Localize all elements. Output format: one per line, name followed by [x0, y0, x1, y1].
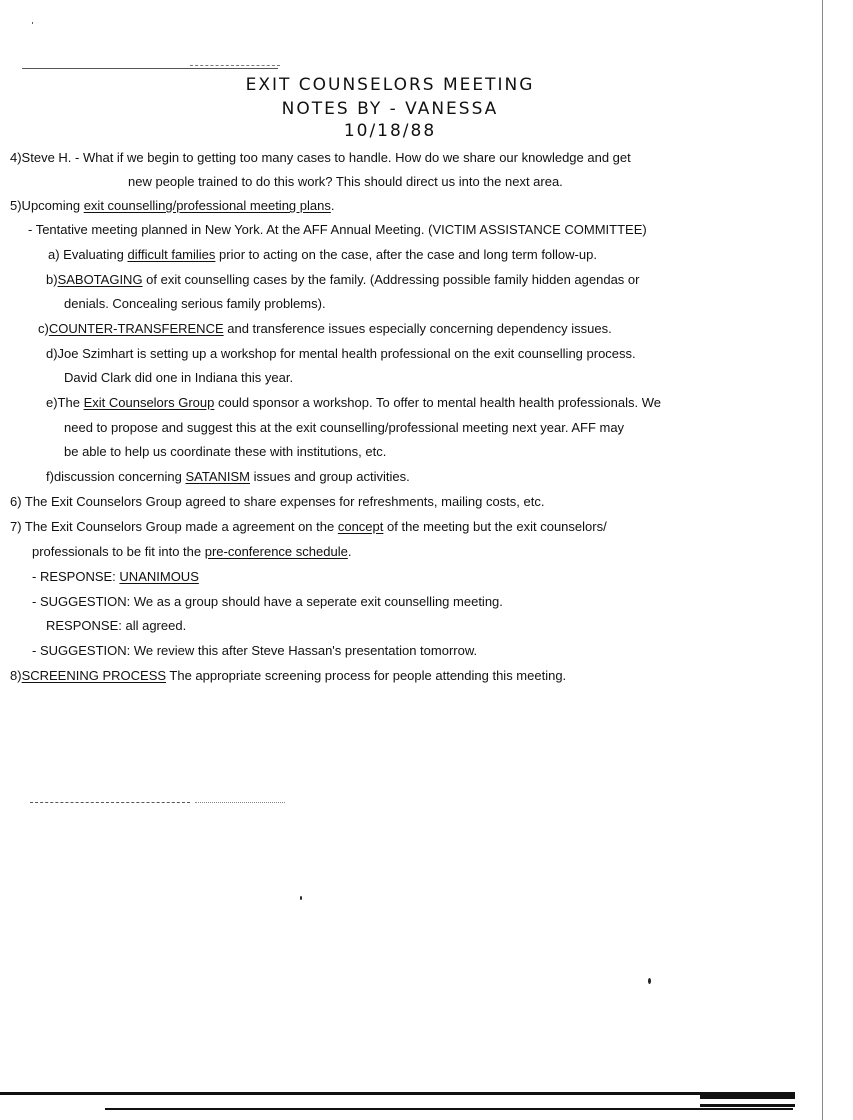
note-line: - SUGGESTION: We as a group should have a seperate exit counselling meeting.: [32, 594, 503, 609]
note-line: 4)Steve H. - What if we begin to getting too many cases to handle. How do we share our knowledge and get: [10, 150, 631, 165]
page-edge-line: [822, 0, 823, 1120]
note-text: of exit counselling cases by the family. (Addressing possible family hidden agendas or: [142, 272, 640, 287]
note-line: RESPONSE: all agreed.: [46, 618, 187, 633]
bottom-rule: [105, 1108, 793, 1110]
note-text: f)discussion concerning: [46, 469, 186, 484]
document-title: EXIT COUNSELORS MEETING: [245, 75, 535, 95]
scan-artifact-rule: [30, 802, 190, 803]
note-underlined: Exit Counselors Group: [83, 395, 215, 410]
note-line: be able to help us coordinate these with institutions, etc.: [64, 444, 387, 459]
note-text: The appropriate screening process for people attending this meeting.: [166, 668, 567, 683]
note-line: [46, 469, 410, 485]
note-text: and transference issues especially concerning dependency issues.: [223, 321, 612, 336]
note-line: [46, 395, 661, 411]
note-text: 5)Upcoming: [10, 198, 84, 213]
note-underlined: COUNTER-TRANSFERENCE: [48, 321, 224, 336]
note-text: professionals to be fit into the: [32, 544, 205, 559]
bottom-rule-thick: [700, 1104, 795, 1107]
document-subtitle: NOTES BY - VANESSA: [281, 99, 499, 119]
note-line: [46, 272, 639, 288]
note-line: [10, 668, 566, 684]
scan-speck: [300, 896, 302, 900]
scan-speck: [648, 978, 651, 984]
note-text: could sponsor a workshop. To offer to mental health health professionals. We: [214, 395, 661, 410]
document-date: 10/18/88: [343, 121, 437, 141]
note-line: need to propose and suggest this at the exit counselling/professional meeting next year. AFF may: [64, 420, 625, 435]
scan-artifact-rule: [195, 802, 285, 803]
note-underlined: difficult families: [127, 247, 216, 262]
note-line: [32, 544, 351, 560]
note-text: issues and group activities.: [250, 469, 410, 484]
header-rule-dashed: [190, 65, 280, 66]
scan-speck: [32, 22, 33, 24]
note-line: [48, 247, 597, 263]
note-line: [38, 321, 612, 337]
note-text: b): [46, 272, 58, 287]
note-text: 8): [10, 668, 22, 683]
note-line: d)Joe Szimhart is setting up a workshop for mental health professional on the exit counselling process.: [46, 346, 636, 361]
note-underlined: UNANIMOUS: [119, 569, 199, 584]
bottom-rule: [0, 1092, 795, 1095]
note-text: prior to acting on the case, after the case and long term follow-up.: [215, 247, 597, 262]
note-text: 7) The Exit Counselors Group made a agreement on the: [10, 519, 338, 534]
note-underlined: SATANISM: [185, 469, 250, 484]
note-text: e)The: [46, 395, 84, 410]
bottom-rule-thick: [700, 1095, 795, 1099]
note-line: - Tentative meeting planned in New York. At the AFF Annual Meeting. (VICTIM ASSISTANCE COMMITTEE): [28, 222, 647, 237]
note-line: David Clark did one in Indiana this year.: [64, 370, 294, 385]
note-line: - SUGGESTION: We review this after Steve Hassan's presentation tomorrow.: [32, 643, 478, 658]
note-underlined: SABOTAGING: [57, 272, 143, 287]
note-text: of the meeting but the exit counselors/: [383, 519, 607, 534]
note-underlined: SCREENING PROCESS: [21, 668, 167, 683]
note-line: [10, 198, 334, 214]
note-text: .: [347, 544, 352, 559]
note-underlined: pre-conference schedule: [204, 544, 348, 559]
note-text: a) Evaluating: [48, 247, 128, 262]
note-text: .: [330, 198, 335, 213]
note-underlined: exit counselling/professional meeting plans: [83, 198, 331, 213]
note-line: denials. Concealing serious family problems).: [64, 296, 326, 311]
note-line: [32, 569, 199, 585]
note-line: new people trained to do this work? This should direct us into the next area.: [128, 174, 563, 189]
note-underlined: concept: [337, 519, 384, 534]
note-text: c): [38, 321, 49, 336]
note-line: 6) The Exit Counselors Group agreed to share expenses for refreshments, mailing costs, etc.: [10, 494, 545, 509]
header-rule: [22, 68, 278, 69]
note-text: - RESPONSE:: [32, 569, 120, 584]
note-line: [10, 519, 607, 535]
